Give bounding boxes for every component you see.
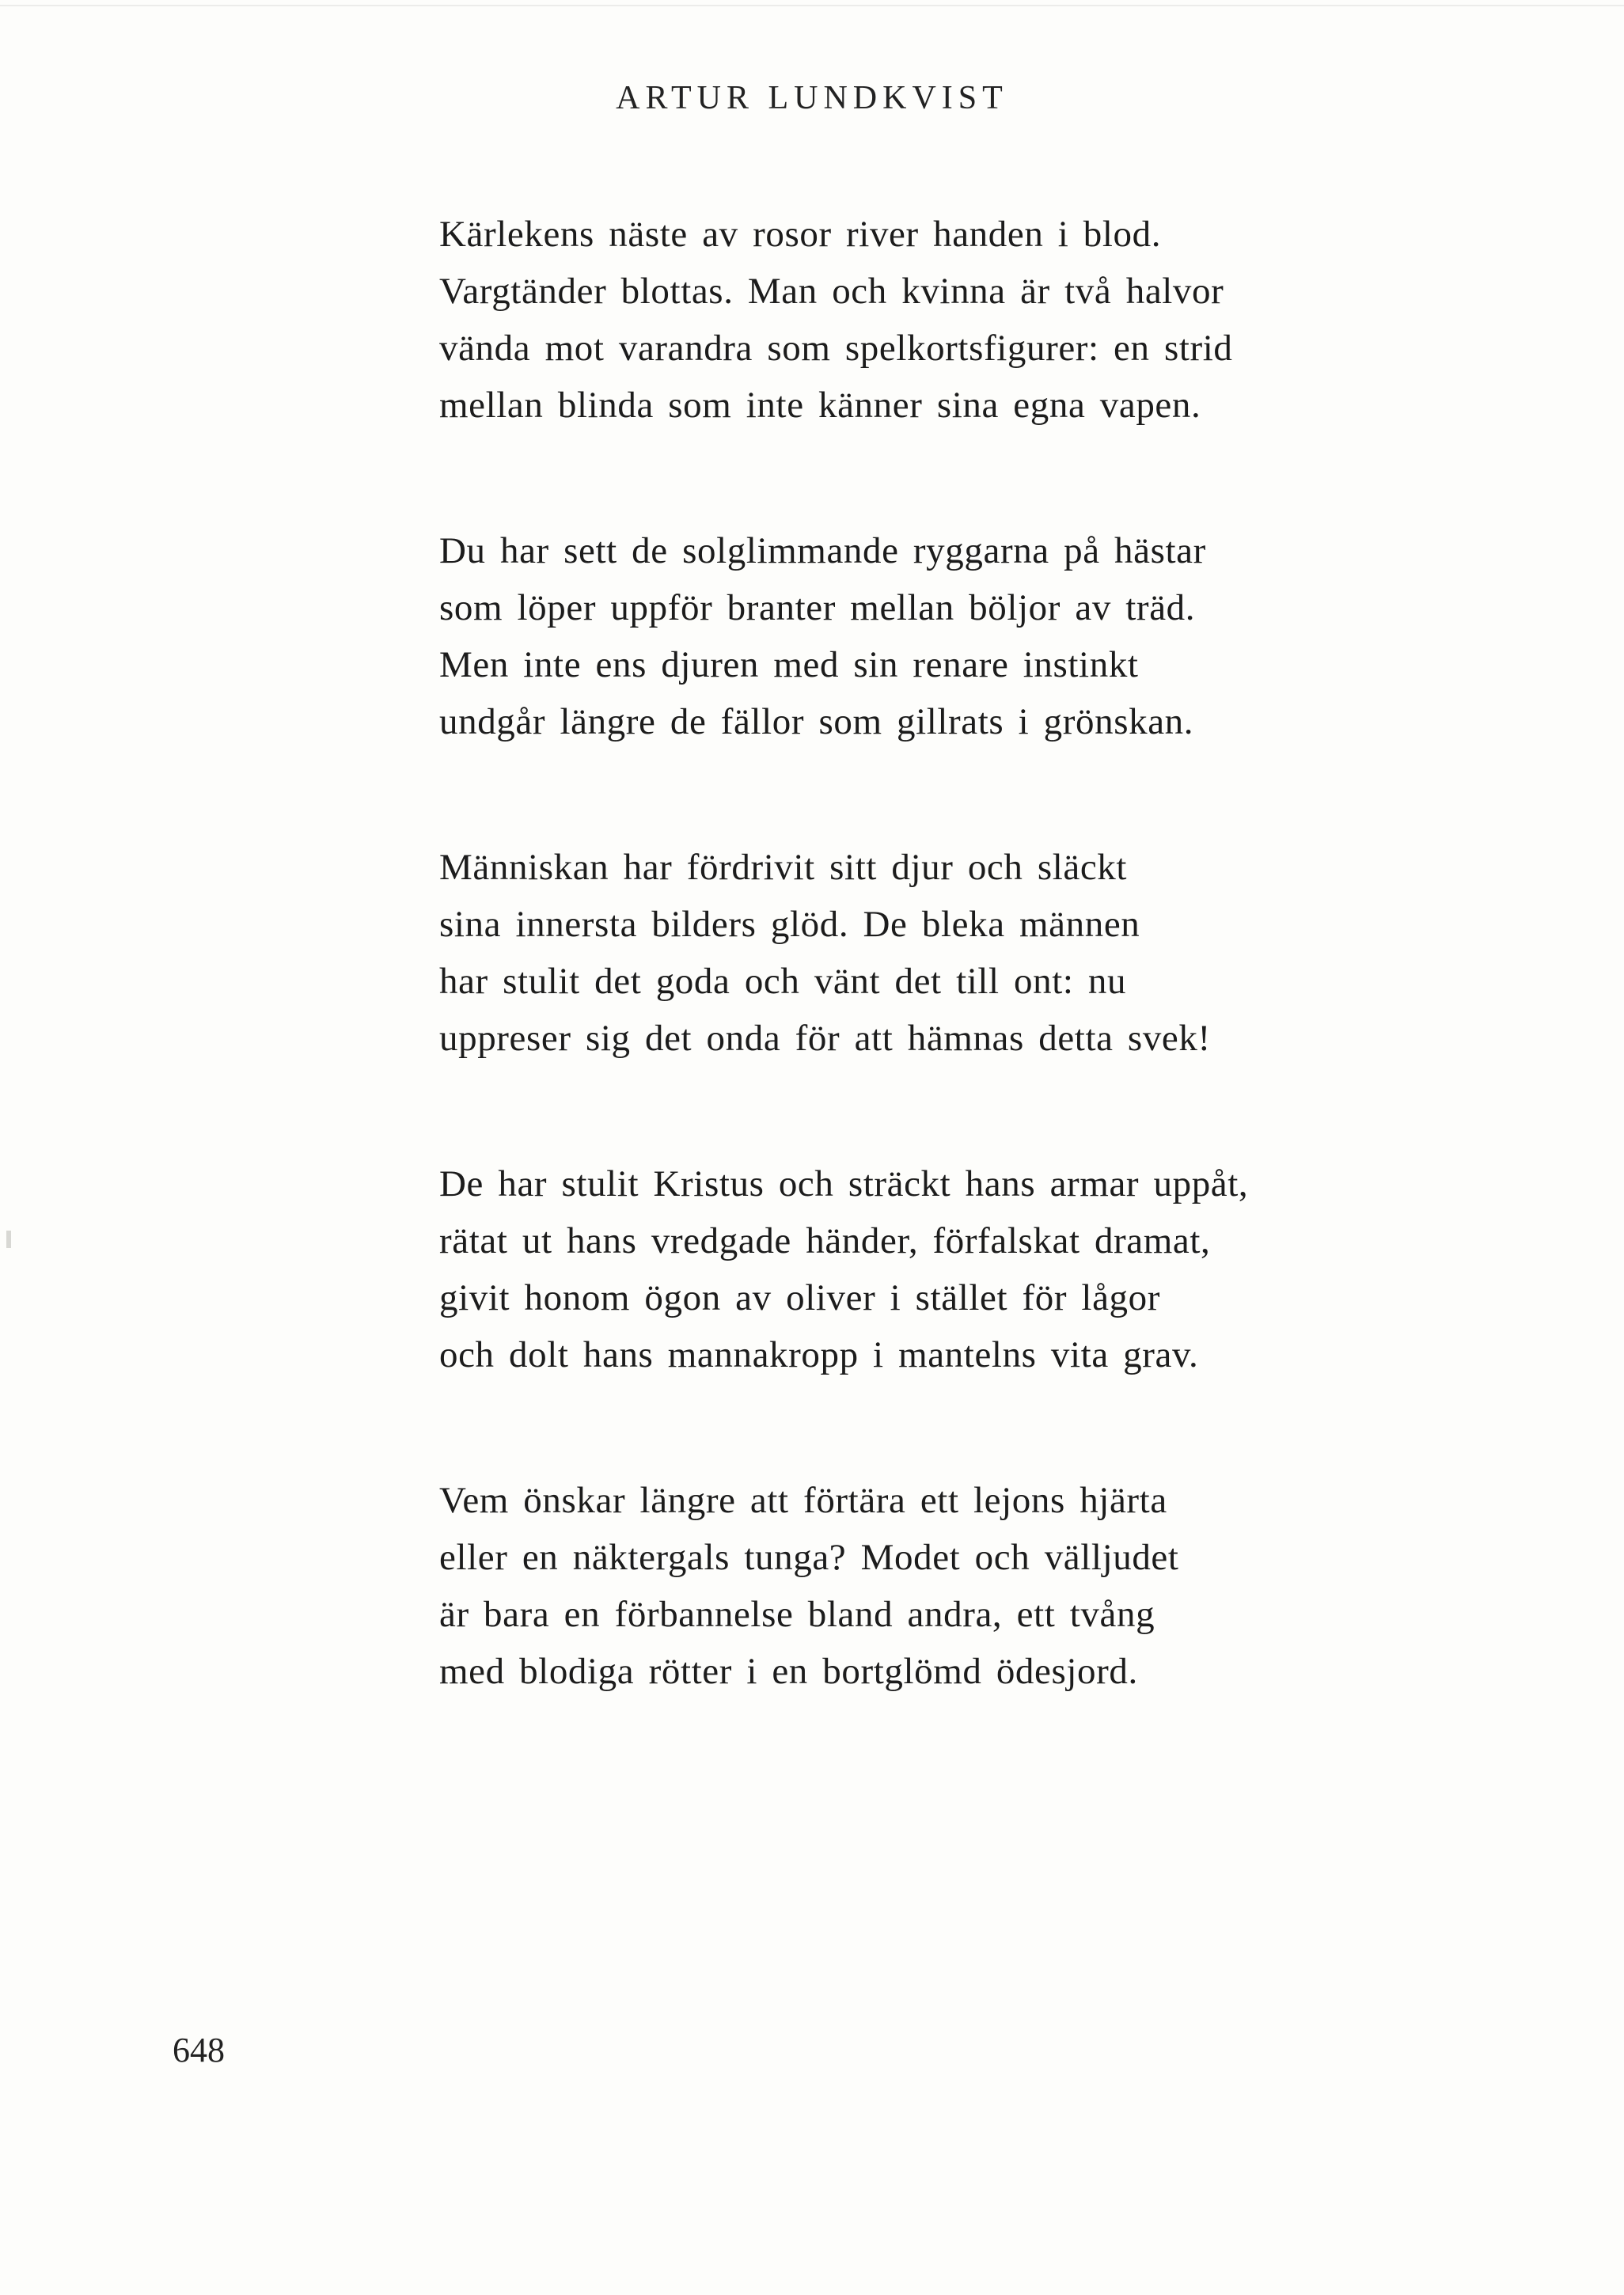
stanza-5 xyxy=(439,1472,1389,1700)
poem-line: som löper uppför branter mellan böljor av träd. xyxy=(439,587,1196,628)
poem-line: är bara en förbannelse bland andra, ett tvång xyxy=(439,1594,1155,1635)
poem-line: sina innersta bilders glöd. De bleka männen xyxy=(439,904,1140,945)
poem-line: Vargtänder blottas. Man och kvinna är två halvor xyxy=(439,271,1224,312)
poem-line: Du har sett de solglimmande ryggarna på hästar xyxy=(439,530,1206,571)
poem-line: med blodiga rötter i en bortglömd ödesjord. xyxy=(439,1651,1138,1692)
running-head-author: ARTUR LUNDKVIST xyxy=(616,80,1008,116)
poem-body xyxy=(439,206,1389,1789)
poem-line: Människan har fördrivit sitt djur och släckt xyxy=(439,847,1128,888)
poem-line: har stulit det goda och vänt det till ont: nu xyxy=(439,961,1127,1002)
poem-line: Men inte ens djuren med sin renare instinkt xyxy=(439,644,1139,685)
poem-line: givit honom ögon av oliver i stället för lågor xyxy=(439,1277,1160,1318)
poem-line: mellan blinda som inte känner sina egna vapen. xyxy=(439,385,1201,426)
poem-line: Kärlekens näste av rosor river handen i blod. xyxy=(439,214,1162,255)
poem-line: rätat ut hans vredgade händer, förfalskat dramat, xyxy=(439,1220,1211,1261)
poem-line: Vem önskar längre att förtära ett lejons hjärta xyxy=(439,1480,1167,1521)
poem-line: uppreser sig det onda för att hämnas detta svek! xyxy=(439,1018,1211,1059)
poem-line: undgår längre de fällor som gillrats i grönskan. xyxy=(439,701,1194,742)
poem-line: eller en näktergals tunga? Modet och välljudet xyxy=(439,1537,1179,1578)
stanza-4 xyxy=(439,1155,1389,1383)
stanza-2 xyxy=(439,522,1389,750)
page-number: 648 xyxy=(173,2031,225,2069)
poem-line: och dolt hans mannakropp i mantelns vita grav. xyxy=(439,1334,1199,1375)
stanza-1 xyxy=(439,206,1389,434)
page-edge-rule xyxy=(0,5,1624,6)
poem-line: De har stulit Kristus och sträckt hans armar uppåt, xyxy=(439,1163,1249,1204)
poem-line: vända mot varandra som spelkortsfigurer: en strid xyxy=(439,328,1233,369)
stanza-3 xyxy=(439,839,1389,1067)
margin-mark xyxy=(6,1231,11,1248)
